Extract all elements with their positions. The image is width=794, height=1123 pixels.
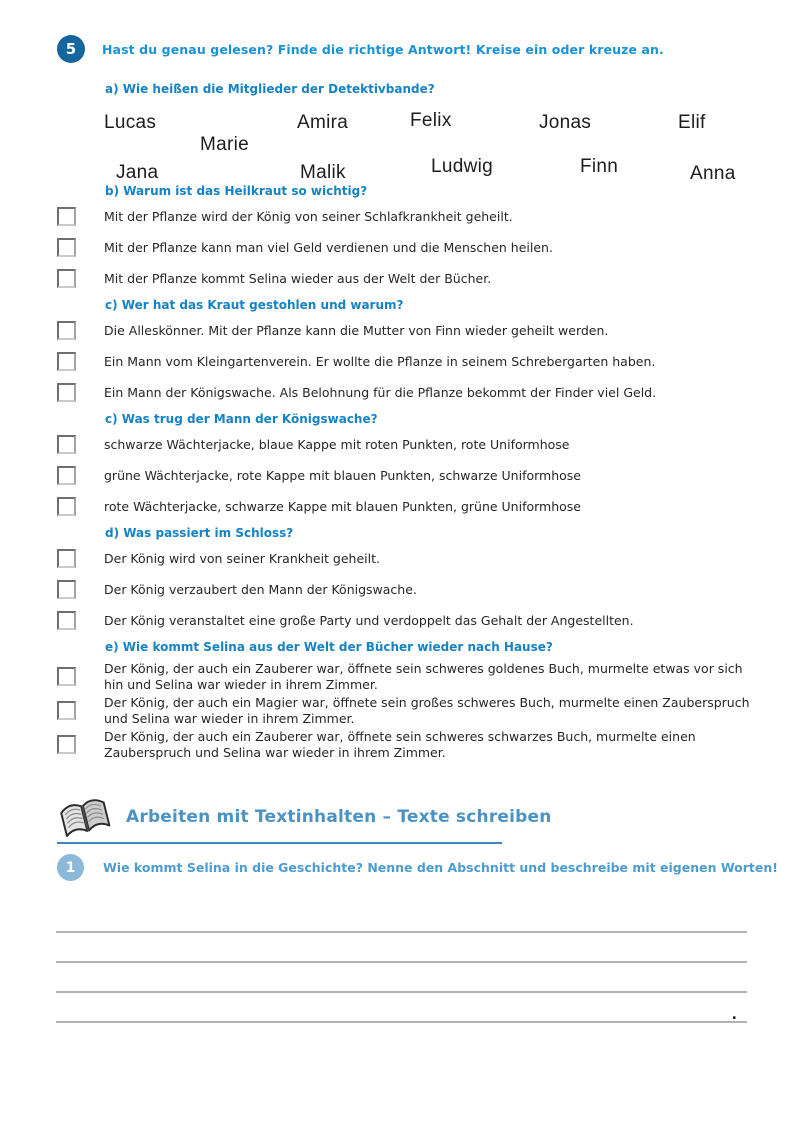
answer-option-text: grüne Wächterjacke, rote Kappe mit blauen Punkten, schwarze Uniformhose	[104, 467, 581, 483]
writing-line[interactable]	[56, 993, 747, 1023]
question-c2-heading: c) Was trug der Mann der Königswache?	[105, 412, 378, 426]
answer-option-row	[0, 236, 794, 258]
question-b-heading: b) Warum ist das Heilkraut so wichtig?	[105, 184, 368, 198]
answer-option-row	[0, 319, 794, 341]
task-number-badge: 5	[57, 35, 85, 63]
section-header	[57, 796, 552, 844]
answer-checkbox[interactable]	[57, 580, 76, 599]
question-group-d	[0, 526, 794, 631]
answer-option-text: Ein Mann vom Kleingartenverein. Er wollte die Pflanze in seinem Schrebergarten haben.	[104, 353, 656, 369]
subtask-number-badge: 1	[57, 854, 84, 881]
question-d-heading: d) Was passiert im Schloss?	[105, 526, 294, 540]
answer-option-row	[0, 661, 794, 692]
answer-checkbox[interactable]	[57, 269, 76, 288]
answer-checkbox[interactable]	[57, 435, 76, 454]
answer-option-text: Der König, der auch ein Magier war, öffnete sein großes schweres Buch, murmelte einen Zauberspruch und Selina war wieder in ihrem Zimmer.	[104, 695, 750, 726]
answer-option-text: Der König verzaubert den Mann der Königswache.	[104, 581, 417, 597]
answer-checkbox[interactable]	[57, 667, 76, 686]
names-field	[0, 96, 794, 184]
answer-option-row	[0, 729, 794, 760]
answer-option-row	[0, 205, 794, 227]
answer-option-text: schwarze Wächterjacke, blaue Kappe mit roten Punkten, rote Uniformhose	[104, 436, 570, 452]
answer-option-text: Ein Mann der Königswache. Als Belohnung für die Pflanze bekommt der Finder viel Geld.	[104, 384, 657, 400]
name-option[interactable]: Anna	[690, 163, 736, 184]
name-option[interactable]: Jana	[116, 162, 159, 183]
answer-option-text: Mit der Pflanze kommt Selina wieder aus der Welt der Bücher.	[104, 270, 492, 286]
name-option[interactable]: Felix	[410, 110, 452, 131]
answer-option-row	[0, 609, 794, 631]
answer-option-text: Der König wird von seiner Krankheit geheilt.	[104, 550, 380, 566]
answer-option-row	[0, 267, 794, 289]
answer-option-row	[0, 381, 794, 403]
answer-option-text: Der König veranstaltet eine große Party und verdoppelt das Gehalt der Angestellten.	[104, 612, 634, 628]
name-option[interactable]: Elif	[678, 112, 706, 133]
answer-option-row	[0, 695, 794, 726]
name-option[interactable]: Lucas	[104, 112, 157, 133]
name-option[interactable]: Malik	[300, 162, 346, 183]
answer-checkbox[interactable]	[57, 207, 76, 226]
question-a-heading: a) Wie heißen die Mitglieder der Detektivbande?	[105, 82, 435, 96]
answer-checkbox[interactable]	[57, 497, 76, 516]
name-option[interactable]: Ludwig	[431, 156, 494, 177]
answer-lines-area	[0, 903, 794, 1023]
answer-option-row	[0, 464, 794, 486]
answer-option-row	[0, 350, 794, 372]
writing-line[interactable]	[56, 903, 747, 933]
question-group-e	[0, 640, 794, 760]
name-option[interactable]: Finn	[580, 156, 619, 177]
answer-option-row	[0, 495, 794, 517]
answer-option-text: Mit der Pflanze wird der König von seiner Schlafkrankheit geheilt.	[104, 208, 513, 224]
answer-checkbox[interactable]	[57, 466, 76, 485]
line-end-period: .	[731, 1007, 737, 1023]
answer-option-text: Die Alleskönner. Mit der Pflanze kann die Mutter von Finn wieder geheilt werden.	[104, 322, 609, 338]
answer-checkbox[interactable]	[57, 549, 76, 568]
answer-option-row	[0, 433, 794, 455]
answer-checkbox[interactable]	[57, 238, 76, 257]
subtask1-row	[57, 854, 794, 881]
answer-option-text: rote Wächterjacke, schwarze Kappe mit blauen Punkten, grüne Uniformhose	[104, 498, 581, 514]
question-group-c1	[0, 298, 794, 403]
answer-checkbox[interactable]	[57, 701, 76, 720]
task5-header	[57, 35, 794, 63]
question-c1-heading: c) Wer hat das Kraut gestohlen und warum?	[105, 298, 404, 312]
subtask1-question: Wie kommt Selina in die Geschichte? Nenne den Abschnitt und beschreibe mit eigenen Worten!	[103, 860, 778, 875]
name-option[interactable]: Amira	[297, 112, 349, 133]
name-option[interactable]: Marie	[200, 134, 250, 155]
task5-title: Hast du genau gelesen? Finde die richtige Antwort! Kreise ein oder kreuze an.	[102, 41, 664, 57]
section-title: Arbeiten mit Textinhalten – Texte schreiben	[126, 807, 552, 827]
open-book-icon	[57, 796, 113, 844]
answer-checkbox[interactable]	[57, 611, 76, 630]
question-e-heading: e) Wie kommt Selina aus der Welt der Bücher wieder nach Hause?	[105, 640, 553, 654]
answer-checkbox[interactable]	[57, 352, 76, 371]
answer-option-row	[0, 578, 794, 600]
name-option[interactable]: Jonas	[539, 112, 592, 133]
answer-checkbox[interactable]	[57, 383, 76, 402]
answer-checkbox[interactable]	[57, 735, 76, 754]
writing-line[interactable]	[56, 963, 747, 993]
answer-option-text: Der König, der auch ein Zauberer war, öffnete sein schweres goldenes Buch, murmelte etwas vor sich hin und Selina war wieder in ihrem Zimmer.	[104, 661, 743, 692]
writing-line[interactable]	[56, 933, 747, 963]
question-group-b	[0, 184, 794, 289]
answer-option-text: Der König, der auch ein Zauberer war, öffnete sein schweres schwarzes Buch, murmelte einen Zauberspruch und Selina war wieder in ihrem Zimmer.	[104, 729, 696, 760]
answer-option-text: Mit der Pflanze kann man viel Geld verdienen und die Menschen heilen.	[104, 239, 553, 255]
question-group-c2	[0, 412, 794, 517]
answer-option-row	[0, 547, 794, 569]
answer-checkbox[interactable]	[57, 321, 76, 340]
